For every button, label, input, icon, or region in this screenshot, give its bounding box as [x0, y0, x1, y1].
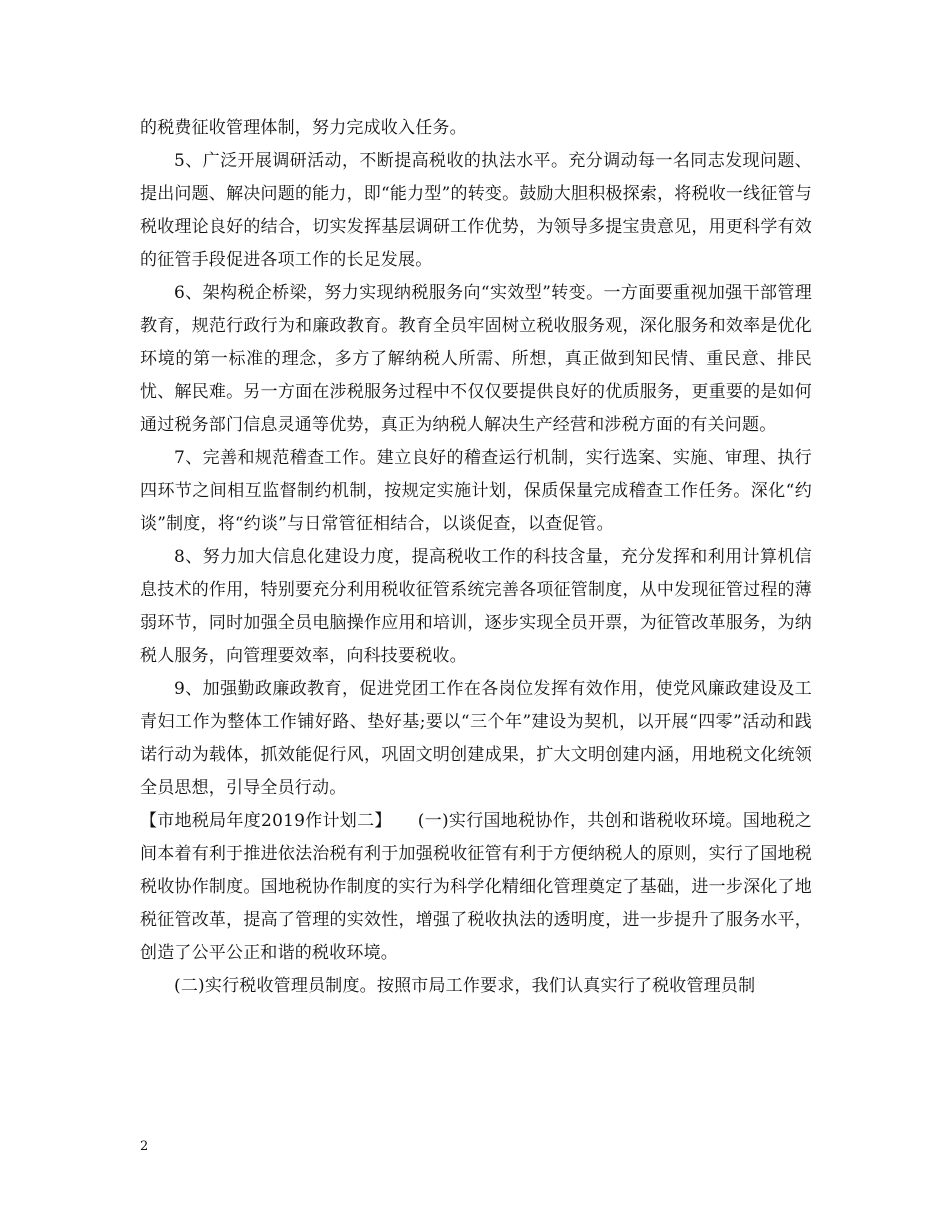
- paragraph-plan-two-heading: 【市地税局年度2019作计划二】 (一)实行国地税协作，共创和谐税收环境。国地税之间本着有利于推进依法治税有利于加强税收征管有利于方便纳税人的原则，实行了国地税税收协作制度。国地税协作制度的实行为科学化精细化管理奠定了基础，进一步深化了地税征管改革，提高了管理的实效性，增强了税收执法的透明度，进一步提升了服务水平，创造了公平公正和谐的税收环境。: [140, 811, 812, 963]
- paragraph-item-5: 5、广泛开展调研活动，不断提高税收的执法水平。充分调动每一名同志发现问题、提出问题、解决问题的能力，即“能力型”的转变。鼓励大胆积极探索，将税收一线征管与税收理论良好的结合，切实发挥基层调研工作优势，为领导多提宝贵意见，用更科学有效的征管手段促进各项工作的长足发展。: [140, 151, 812, 270]
- paragraph-item-9: 9、加强勤政廉政教育，促进党团工作在各岗位发挥有效作用，使党风廉政建设及工青妇工作为整体工作铺好路、垫好基;要以“三个年”建设为契机，以开展“四零”活动和践诺行动为载体，抓效能促行风，巩固文明创建成果，扩大文明创建内涵，用地税文化统领全员思想，引导全员行动。: [140, 679, 812, 798]
- paragraph-item-6: 6、架构税企桥梁，努力实现纳税服务向“实效型”转变。一方面要重视加强干部管理教育，规范行政行为和廉政教育。教育全员牢固树立税收服务观，深化服务和效率是优化环境的第一标准的理念，多方了解纳税人所需、所想，真正做到知民情、重民意、排民忧、解民难。另一方面在涉税服务过程中不仅仅要提供良好的优质服务，更重要的是如何通过税务部门信息灵通等优势，真正为纳税人解决生产经营和涉税方面的有关问题。: [140, 283, 812, 435]
- paragraph-tax-manager-system: (二)实行税收管理员制度。按照市局工作要求，我们认真实行了税收管理员制: [174, 976, 756, 996]
- paragraph-item-7: 7、完善和规范稽查工作。建立良好的稽查运行机制，实行选案、实施、审理、执行四环节之间相互监督制约机制，按规定实施计划，保质保量完成稽查工作任务。深化“约谈”制度，将“约谈”与日常管征相结合，以谈促查，以查促管。: [140, 448, 812, 534]
- paragraph-continuation: 的税费征收管理体制，努力完成收入任务。: [140, 118, 467, 138]
- page-number: 2: [140, 1139, 149, 1154]
- document-body: [140, 112, 812, 1003]
- paragraph-item-8: 8、努力加大信息化建设力度，提高税收工作的科技含量，充分发挥和利用计算机信息技术的作用，特别要充分利用税收征管系统完善各项征管制度，从中发现征管过程的薄弱环节，同时加强全员电脑操作应用和培训，逐步实现全员开票，为征管改革服务，为纳税人服务，向管理要效率，向科技要税收。: [140, 547, 812, 666]
